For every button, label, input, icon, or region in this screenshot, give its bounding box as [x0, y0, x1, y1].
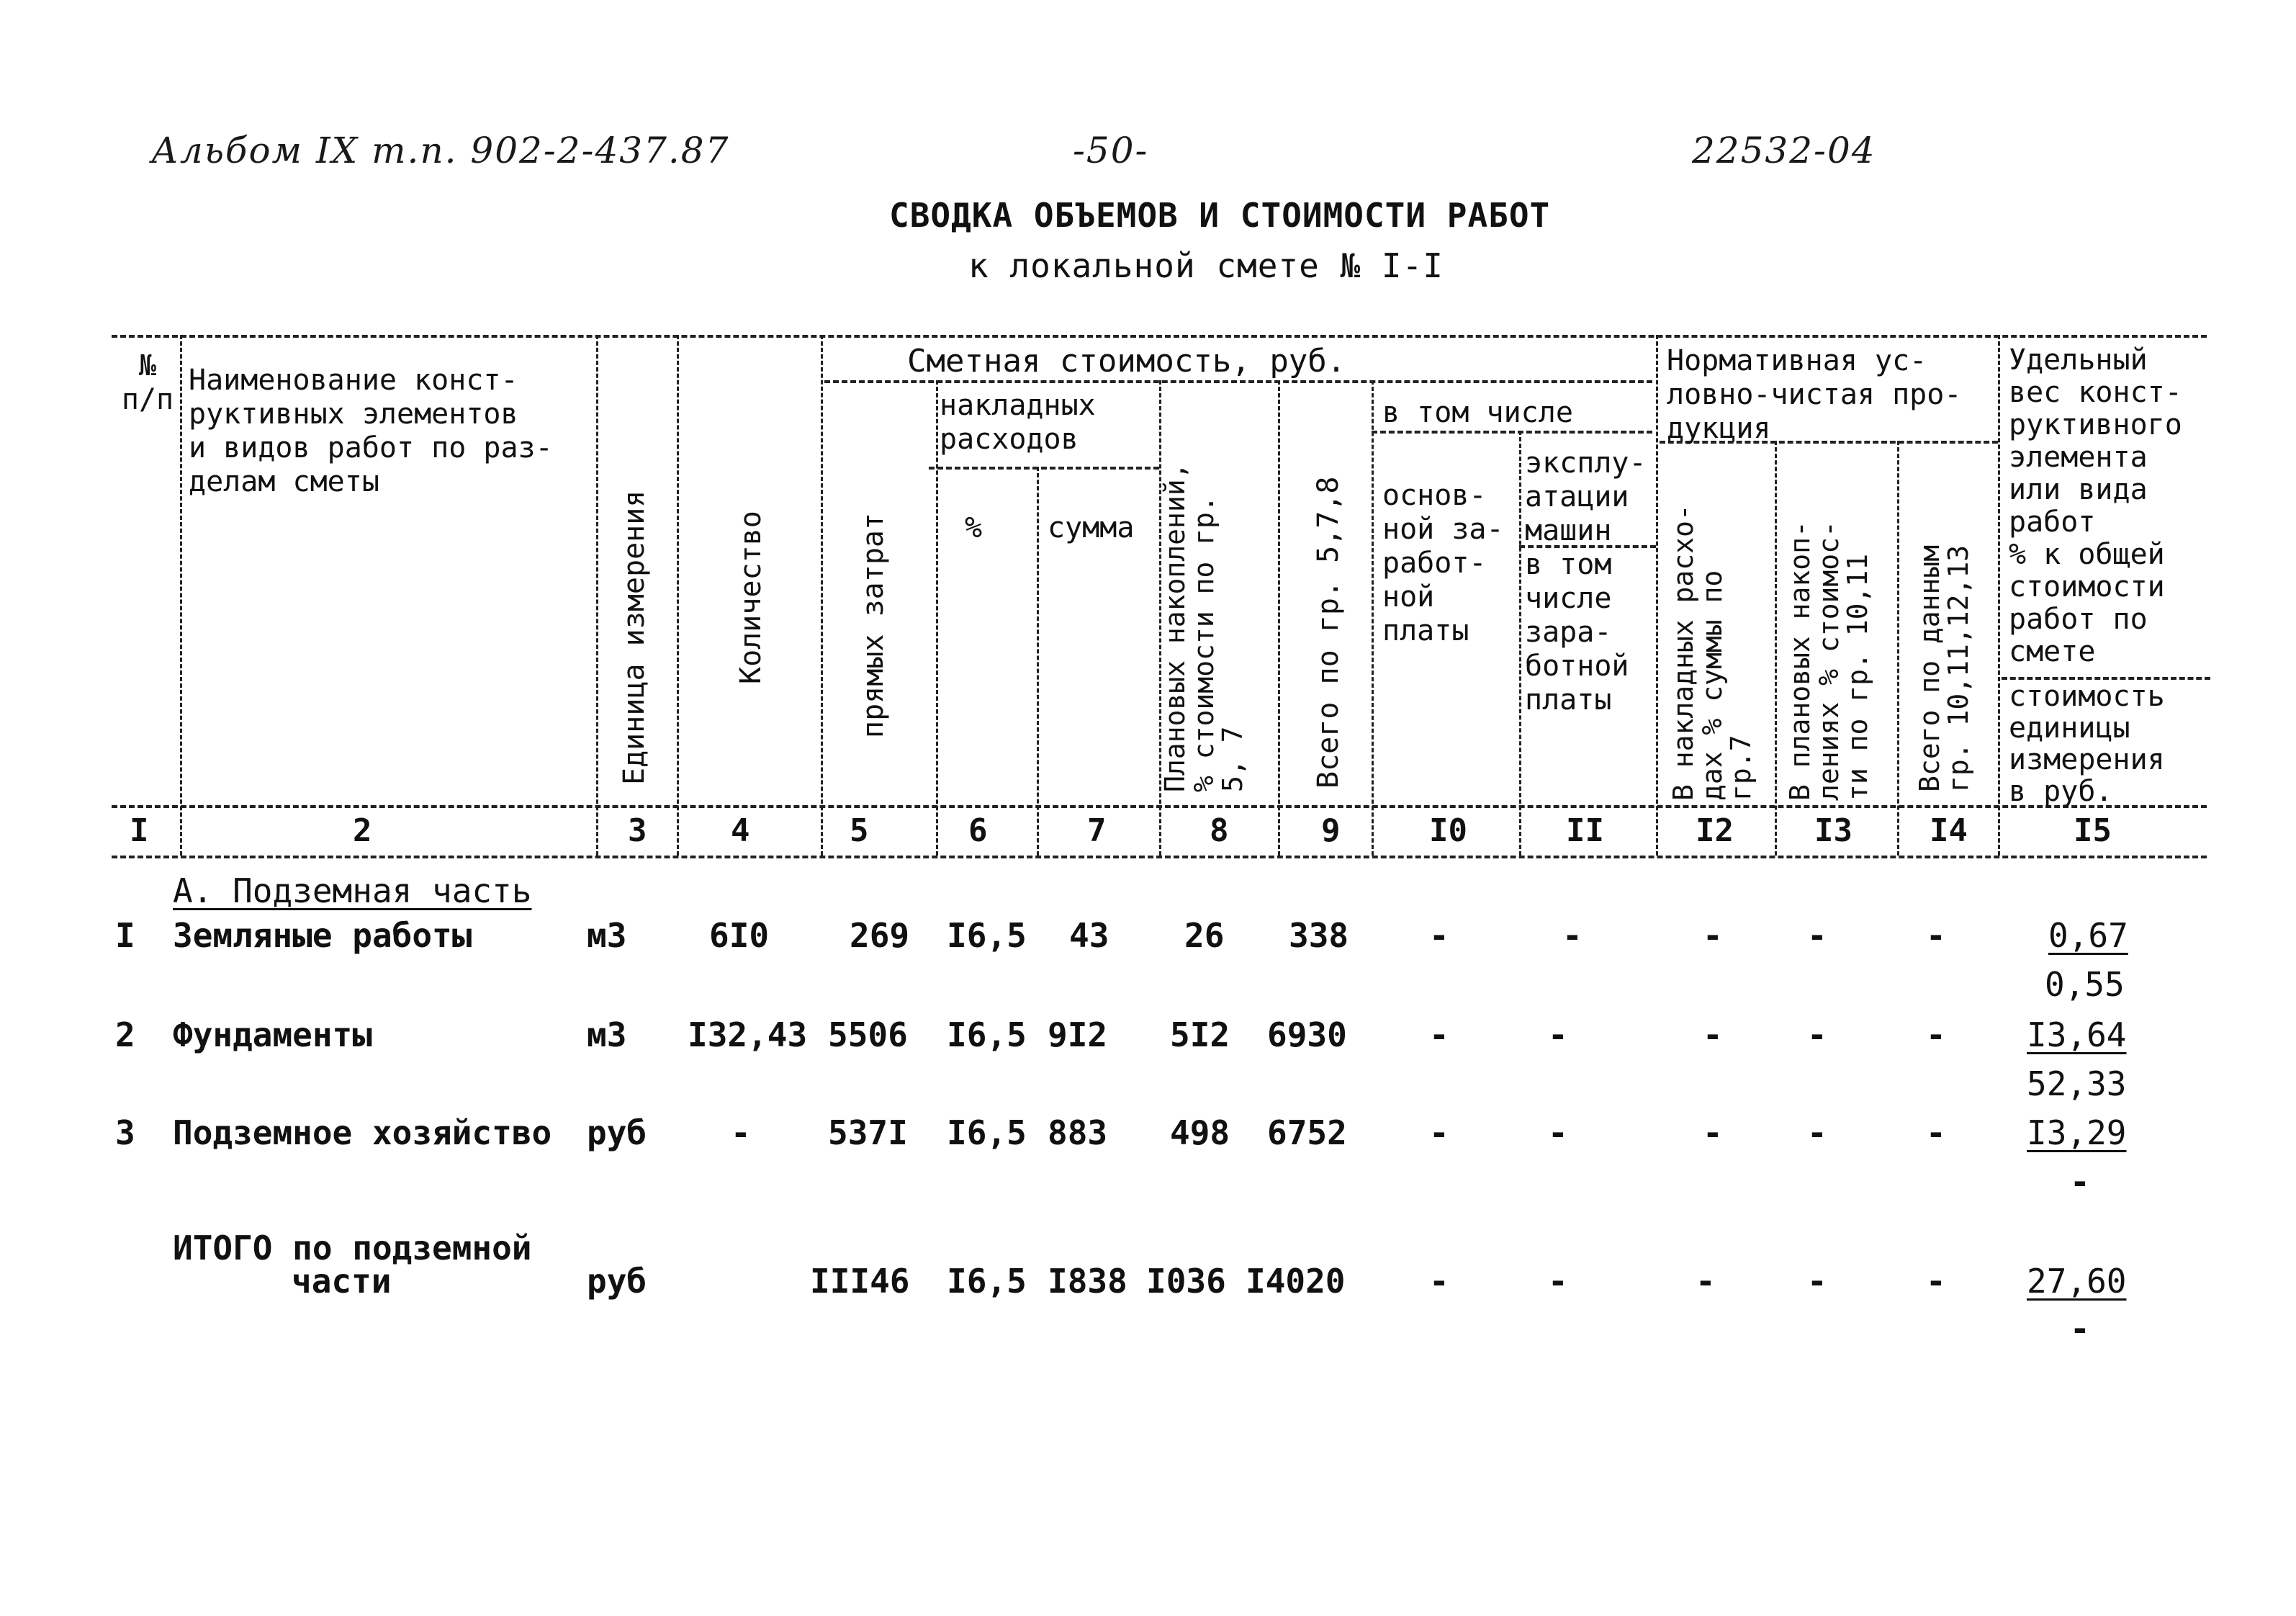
row-unit-cost: 52,33	[2027, 1064, 2127, 1103]
norm-group-header: Нормативная ус- ловно-чистая про- дукция	[1667, 344, 1962, 445]
colnum-13: I3	[1814, 812, 1852, 849]
page-number: -50-	[1073, 130, 1149, 171]
colnum-3: 3	[628, 812, 647, 849]
col-norm-savings-header: В плановых накоп- лениях % стоимос- ти по гр. 10,11	[1784, 521, 1873, 801]
colnum-15: I5	[2074, 812, 2112, 849]
row-pct: I6,5	[947, 916, 1027, 955]
row-plan: 26	[1184, 916, 1225, 955]
colnum-11: II	[1566, 812, 1604, 849]
colnum-7: 7	[1087, 812, 1107, 849]
col-share-header: Удельный вес конст- руктивного элемента или вида работ % к общей стоимости работ по смете	[2009, 344, 2182, 668]
album-reference: Альбом IX т.п. 902-2-437.87	[151, 130, 730, 171]
colnum-10: I0	[1429, 812, 1467, 849]
row-c13: -	[1807, 1015, 1827, 1054]
row-c14: -	[1926, 1015, 1946, 1054]
row-quantity: I32,43	[688, 1015, 808, 1054]
row-unit: м3	[587, 916, 627, 955]
row-sum: 883	[1048, 1113, 1108, 1152]
document-title: СВОДКА ОБЪЕМОВ И СТОИМОСТИ РАБОТ	[889, 196, 1551, 235]
row-unit-cost: -	[2070, 1162, 2090, 1201]
col-planned-savings-header: Плановых накоплений, % стоимости по гр. 5, 7	[1159, 462, 1248, 792]
row-c11: -	[1562, 916, 1583, 955]
row-c11: -	[1548, 1113, 1568, 1152]
total-plan: I036	[1146, 1262, 1226, 1301]
row-direct: 537I	[828, 1113, 908, 1152]
total-unit: руб	[587, 1262, 647, 1301]
row-c12: -	[1703, 916, 1723, 955]
row-c10: -	[1429, 916, 1449, 955]
row-c14: -	[1926, 1113, 1946, 1152]
row-name: Земляные работы	[173, 916, 472, 955]
col-unit-cost-header: стоимость единицы измерения в руб.	[2009, 680, 2165, 808]
col-number-header: № п/п	[121, 349, 174, 416]
total-sum: I838	[1048, 1262, 1127, 1301]
col-total-header: Всего по гр. 5,7,8	[1312, 476, 1345, 789]
total-c14: -	[1926, 1262, 1946, 1301]
row-pct: I6,5	[947, 1015, 1027, 1054]
col-machine-ops-header: эксплу- атации машин в том числе зара- ботной платы	[1525, 446, 1647, 717]
row-unit: руб	[587, 1113, 647, 1152]
row-plan: 5I2	[1170, 1015, 1230, 1054]
row-sum: 9I2	[1048, 1015, 1108, 1054]
colnum-12: I2	[1696, 812, 1734, 849]
incl-group-header: в том числе	[1382, 396, 1573, 429]
col-overhead-sum-header: сумма	[1048, 511, 1135, 544]
col-unit-header: Единица измерения	[618, 490, 651, 785]
row-c10: -	[1429, 1015, 1449, 1054]
col-base-wages-header: основ- ной за- работ- ной платы	[1382, 479, 1504, 647]
document-subtitle: к локальной смете № I-I	[968, 246, 1444, 285]
row-quantity: -	[731, 1113, 751, 1152]
total-unit-cost: -	[2070, 1309, 2090, 1348]
row-total: 6752	[1267, 1113, 1347, 1152]
row-c10: -	[1429, 1113, 1449, 1152]
row-share: I3,64	[2027, 1015, 2127, 1054]
col-overhead-pct-header: %	[965, 511, 983, 544]
row-share: I3,29	[2027, 1113, 2127, 1152]
row-number: 3	[115, 1113, 135, 1152]
colnum-8: 8	[1210, 812, 1229, 849]
row-unit: м3	[587, 1015, 627, 1054]
row-unit-cost: 0,55	[2045, 965, 2125, 1004]
total-pct: I6,5	[947, 1262, 1027, 1301]
document-code: 22532-04	[1692, 130, 1876, 171]
col-name-header: Наименование конст- руктивных элементов и видов работ по раз- делам сметы	[189, 364, 553, 498]
row-c12: -	[1703, 1015, 1723, 1054]
colnum-6: 6	[968, 812, 988, 849]
row-plan: 498	[1170, 1113, 1230, 1152]
row-c13: -	[1807, 916, 1827, 955]
colnum-14: I4	[1930, 812, 1968, 849]
row-sum: 43	[1069, 916, 1109, 955]
row-name: Фундаменты	[173, 1015, 372, 1054]
row-total: 338	[1289, 916, 1349, 955]
row-c11: -	[1548, 1015, 1568, 1054]
row-number: I	[115, 916, 135, 955]
row-share: 0,67	[2048, 916, 2128, 955]
total-c13: -	[1807, 1262, 1827, 1301]
row-direct: 269	[850, 916, 910, 955]
overhead-group-header: накладных расходов	[940, 389, 1096, 456]
row-pct: I6,5	[947, 1113, 1027, 1152]
row-c12: -	[1703, 1113, 1723, 1152]
colnum-5: 5	[850, 812, 869, 849]
total-total: I4020	[1246, 1262, 1346, 1301]
row-name: Подземное хозяйство	[173, 1113, 552, 1152]
col-norm-total-header: Всего по данным гр. 10,11,12,13	[1914, 544, 1974, 792]
row-number: 2	[115, 1015, 135, 1054]
row-quantity: 6I0	[709, 916, 770, 955]
colnum-2: 2	[353, 812, 372, 849]
row-c13: -	[1807, 1113, 1827, 1152]
total-c11: -	[1548, 1262, 1568, 1301]
total-c10: -	[1429, 1262, 1449, 1301]
section-title: А. Подземная часть	[173, 871, 532, 910]
row-total: 6930	[1267, 1015, 1347, 1054]
row-c14: -	[1926, 916, 1946, 955]
row-direct: 5506	[828, 1015, 908, 1054]
total-c12: -	[1696, 1262, 1716, 1301]
total-name: ИТОГО по подземной части	[173, 1229, 532, 1301]
colnum-9: 9	[1321, 812, 1341, 849]
colnum-1: I	[130, 812, 149, 849]
col-direct-costs-header: прямых затрат	[857, 512, 890, 738]
total-direct: III46	[810, 1262, 910, 1301]
col-quantity-header: Количество	[734, 511, 767, 684]
col-norm-overhead-header: В накладных расхо- дах % суммы по гр.7	[1667, 504, 1757, 801]
cost-group-header: Сметная стоимость, руб.	[907, 343, 1346, 380]
total-share: 27,60	[2027, 1262, 2127, 1301]
colnum-4: 4	[731, 812, 750, 849]
